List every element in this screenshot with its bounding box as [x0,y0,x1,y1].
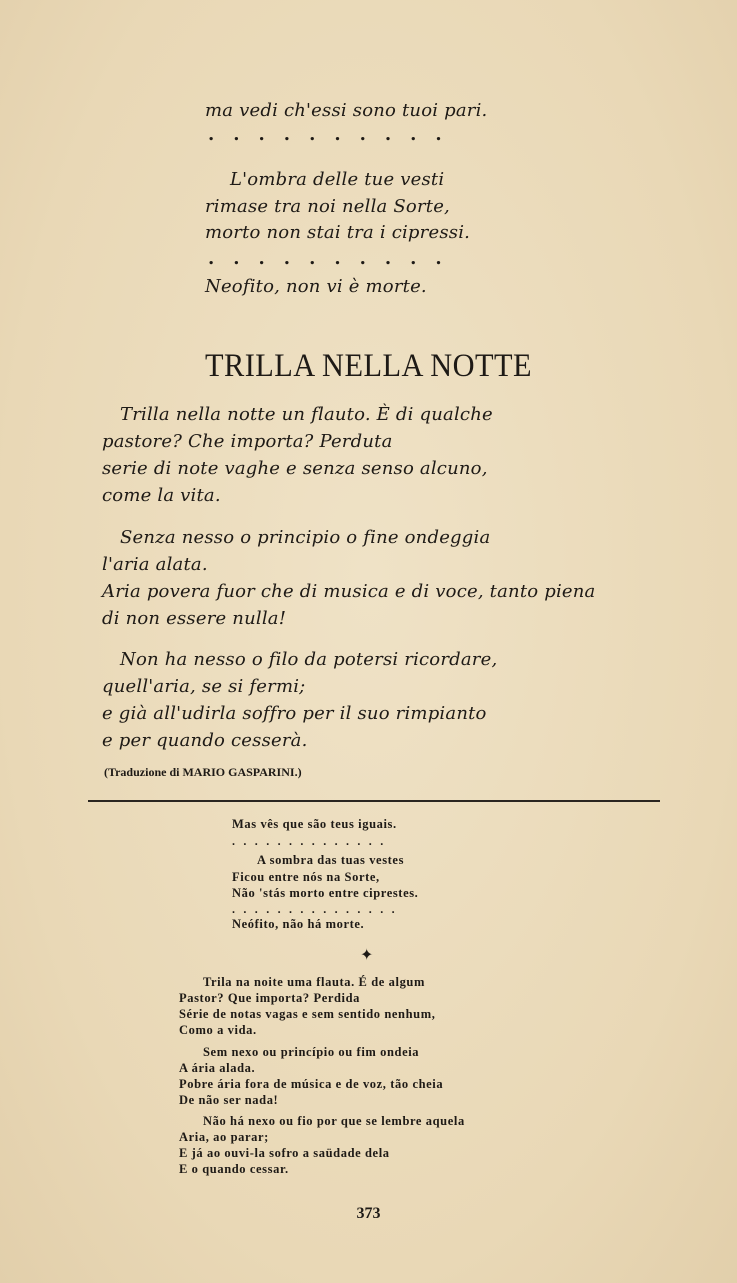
poem-line: serie di note vaghe e senza senso alcuno, [102,458,488,479]
pt-poem-line: A ária alada. [179,1061,256,1075]
translation-credit: (Traduzione di MARIO GASPARINI.) [104,765,302,779]
portuguese-stanza-line-2: Ficou entre nós na Sorte, [232,870,380,884]
italian-ellipsis-1: .......... [208,124,461,145]
italian-stanza-line-3: morto non stai tra i cipressi. [205,222,471,243]
poem-line: e già all'udirla soffro per il suo rimpianto [102,703,487,724]
pt-poem-line: De não ser nada! [179,1093,279,1107]
portuguese-line-end: Neófito, não há morte. [232,917,365,931]
portuguese-ellipsis-2: ............... [232,902,403,916]
pt-poem-line: E já ao ouvi-la sofro a saüdade dela [179,1146,390,1160]
italian-stanza-line-2: rimase tra noi nella Sorte, [205,196,450,217]
pt-poem-line: Aria, ao parar; [179,1130,269,1144]
poem-line: Senza nesso o principio o fine ondeggia [120,527,491,548]
poem-line: Non ha nesso o filo da potersi ricordare, [120,649,498,670]
pt-poem-line: Pastor? Que importa? Perdida [179,991,361,1005]
portuguese-stanza-line-3: Não 'stás morto entre ciprestes. [232,886,419,900]
portuguese-line-top: Mas vês que são teus iguais. [232,817,397,831]
italian-ellipsis-2: .......... [208,248,461,269]
poem-line: l'aria alata. [102,554,208,575]
pt-poem-line: Série de notas vagas e sem sentido nenhum, [179,1007,436,1021]
italian-line-top: ma vedi ch'essi sono tuoi pari. [205,100,488,121]
page-number: 373 [356,1205,381,1222]
poem-line: di non essere nulla! [102,608,287,629]
poem-line: quell'aria, se si fermi; [102,676,306,697]
pt-poem-line: E o quando cessar. [179,1162,289,1176]
pt-poem-line: Sem nexo ou princípio ou fim ondeia [203,1045,420,1059]
pt-poem-line: Como a vida. [179,1023,257,1037]
italian-stanza-line-1: L'ombra delle tue vesti [230,169,445,190]
portuguese-stanza-line-1: A sombra das tuas vestes [257,853,405,867]
pt-poem-line: Não há nexo ou fio por que se lembre aquela [203,1114,465,1128]
star-ornament-icon: ✦ [360,945,374,964]
poem-line: Trilla nella notte un flauto. È di qualche [120,404,493,425]
poem-line: come la vita. [102,485,221,506]
pt-poem-line: Pobre ária fora de música e de voz, tão cheia [179,1077,444,1091]
section-divider [88,800,660,802]
portuguese-ellipsis-1: .............. [232,834,392,848]
poem-line: Aria povera fuor che di musica e di voce, tanto piena [102,581,596,602]
poem-title: TRILLA NELLA NOTTE [204,348,533,384]
pt-poem-line: Trila na noite uma flauta. É de algum [203,975,425,989]
poem-line: pastore? Che importa? Perduta [102,431,393,452]
poem-line: e per quando cesserà. [102,730,308,751]
italian-line-end: Neofito, non vi è morte. [205,276,427,297]
